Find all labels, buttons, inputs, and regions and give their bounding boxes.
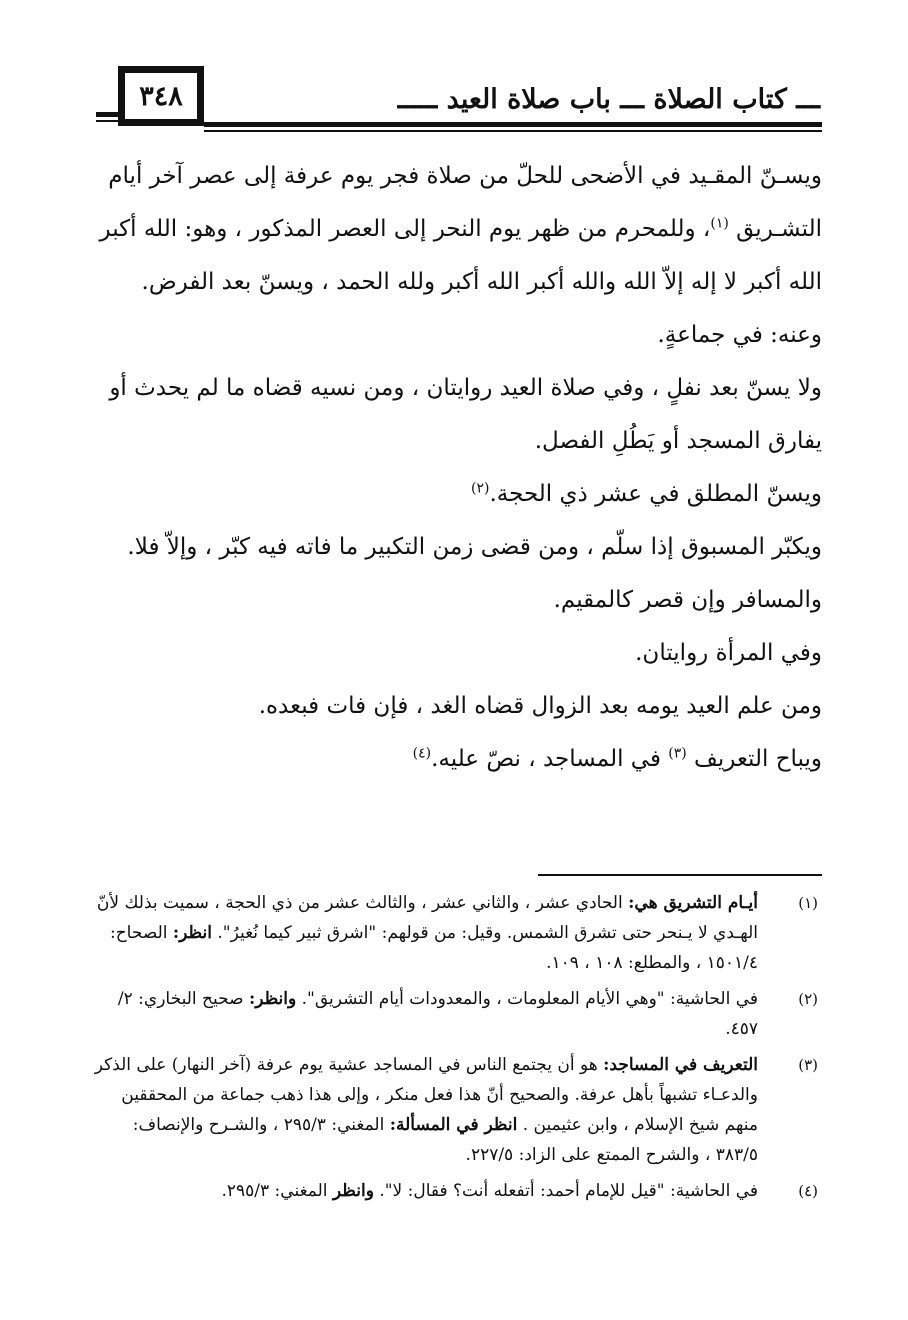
footnote-ref: (٤) (412, 745, 432, 762)
footnote: (٤) في الحاشية: "قيل للإمام أحمد: أتفعله أنت؟ فقال: لا". وانظر المغني: ٢٩٥/٣. (88, 1176, 818, 1206)
footnote-ref: (٢) (471, 480, 490, 497)
footnote-separator (538, 874, 822, 876)
page-number-text: ٣٤٨ (139, 80, 183, 112)
footnote-number: (١) (798, 894, 818, 912)
running-header-title: ـــ كتاب الصلاة ـــ باب صلاة العيد ـــــ (397, 84, 820, 115)
header-rule-thin (204, 130, 822, 132)
footnote-ref: (٣) (668, 745, 687, 762)
paragraph: ويباح التعريف $^{(٣)}$ في المساجد ، نصّ عليه.$^{(٤)}$ (412, 745, 822, 772)
header-rule-left-thin (96, 120, 118, 122)
paragraph: ويكبّر المسبوق إذا سلّم ، ومن قضى زمن التكبير ما فاته فيه كبّر ، وإلاّ فلا. (127, 534, 822, 560)
footnote-number: (٤) (798, 1182, 818, 1200)
footnote-ref: (١) (710, 215, 729, 232)
header-rule-left-thick (96, 112, 118, 117)
paragraph: ومن علم العيد يومه بعد الزوال قضاه الغد ، فإن فات فبعده. (258, 693, 822, 719)
footnotes (88, 888, 818, 1212)
paragraph: وعنه: في جماعةٍ. (657, 322, 822, 348)
paragraph: وفي المرأة روايتان. (635, 640, 822, 666)
main-text (92, 150, 822, 786)
footnote: (٢) في الحاشية: "وهي الأيام المعلومات ، والمعدودات أيام التشريق". وانظر: صحيح البخاري: ٢/ ٤٥٧. (88, 984, 818, 1044)
paragraph: ولا يسنّ بعد نفلٍ ، وفي صلاة العيد روايتان ، ومن نسيه قضاه ما لم يحدث أو يفارق المسجد أو يَطُلِ الفصل. (109, 375, 822, 454)
paragraph: والمسافر وإن قصر كالمقيم. (553, 587, 822, 613)
paragraph: ويسـنّ المقـيد في الأضحى للحلّ من صلاة فجر يوم عرفة إلى عصر آخر أيام التشـريق $^{(١)}$، وللمحرم من ظهر يوم النحر إلى العصر المذكور ، وهو: الله أكبر الله أكبر لا إله إلاّ الله والله أكبر الله أكبر ولله الحمد ، ويسنّ بعد الفرض. (99, 163, 822, 295)
paragraph: ويسنّ المطلق في عشر ذي الحجة.$^{(٢)}$ (471, 480, 822, 507)
footnote-number: (٢) (798, 990, 818, 1008)
footnote: (١) أيـام التشريق هي: الحادي عشر ، والثاني عشر ، والثالث عشر من ذي الحجة ، سميت بذلك لأنّ الهـدي لا يـنحر حتى تشرق الشمس. وقيل: من قولهم: "اشرق ثبير كيما نُغيرُ". انظر: الصحاح: ١٥٠١/٤ ، والمطلع: ١٠٨ ، ١٠٩. (88, 888, 818, 978)
footnote-number: (٣) (798, 1056, 818, 1074)
page-number (118, 66, 204, 126)
footnote: (٣) التعريف في المساجد: هو أن يجتمع الناس في المساجد عشية يوم عرفة (آخر النهار) على الذكر والدعـاء تشبهاً بأهل عرفة. والصحيح أنّ هذا فعل منكر ، وإلى هذا ذهب جماعة من المحققين منهم شيخ الإسلام ، وابن عثيمين . انظر في المسألة: المغني: ٢٩٥/٣ ، والشـرح والإنصاف: ٣٨٣/٥ ، والشرح الممتع على الزاد: ٢٢٧/٥. (88, 1050, 818, 1170)
header-rule-thick (204, 122, 822, 127)
